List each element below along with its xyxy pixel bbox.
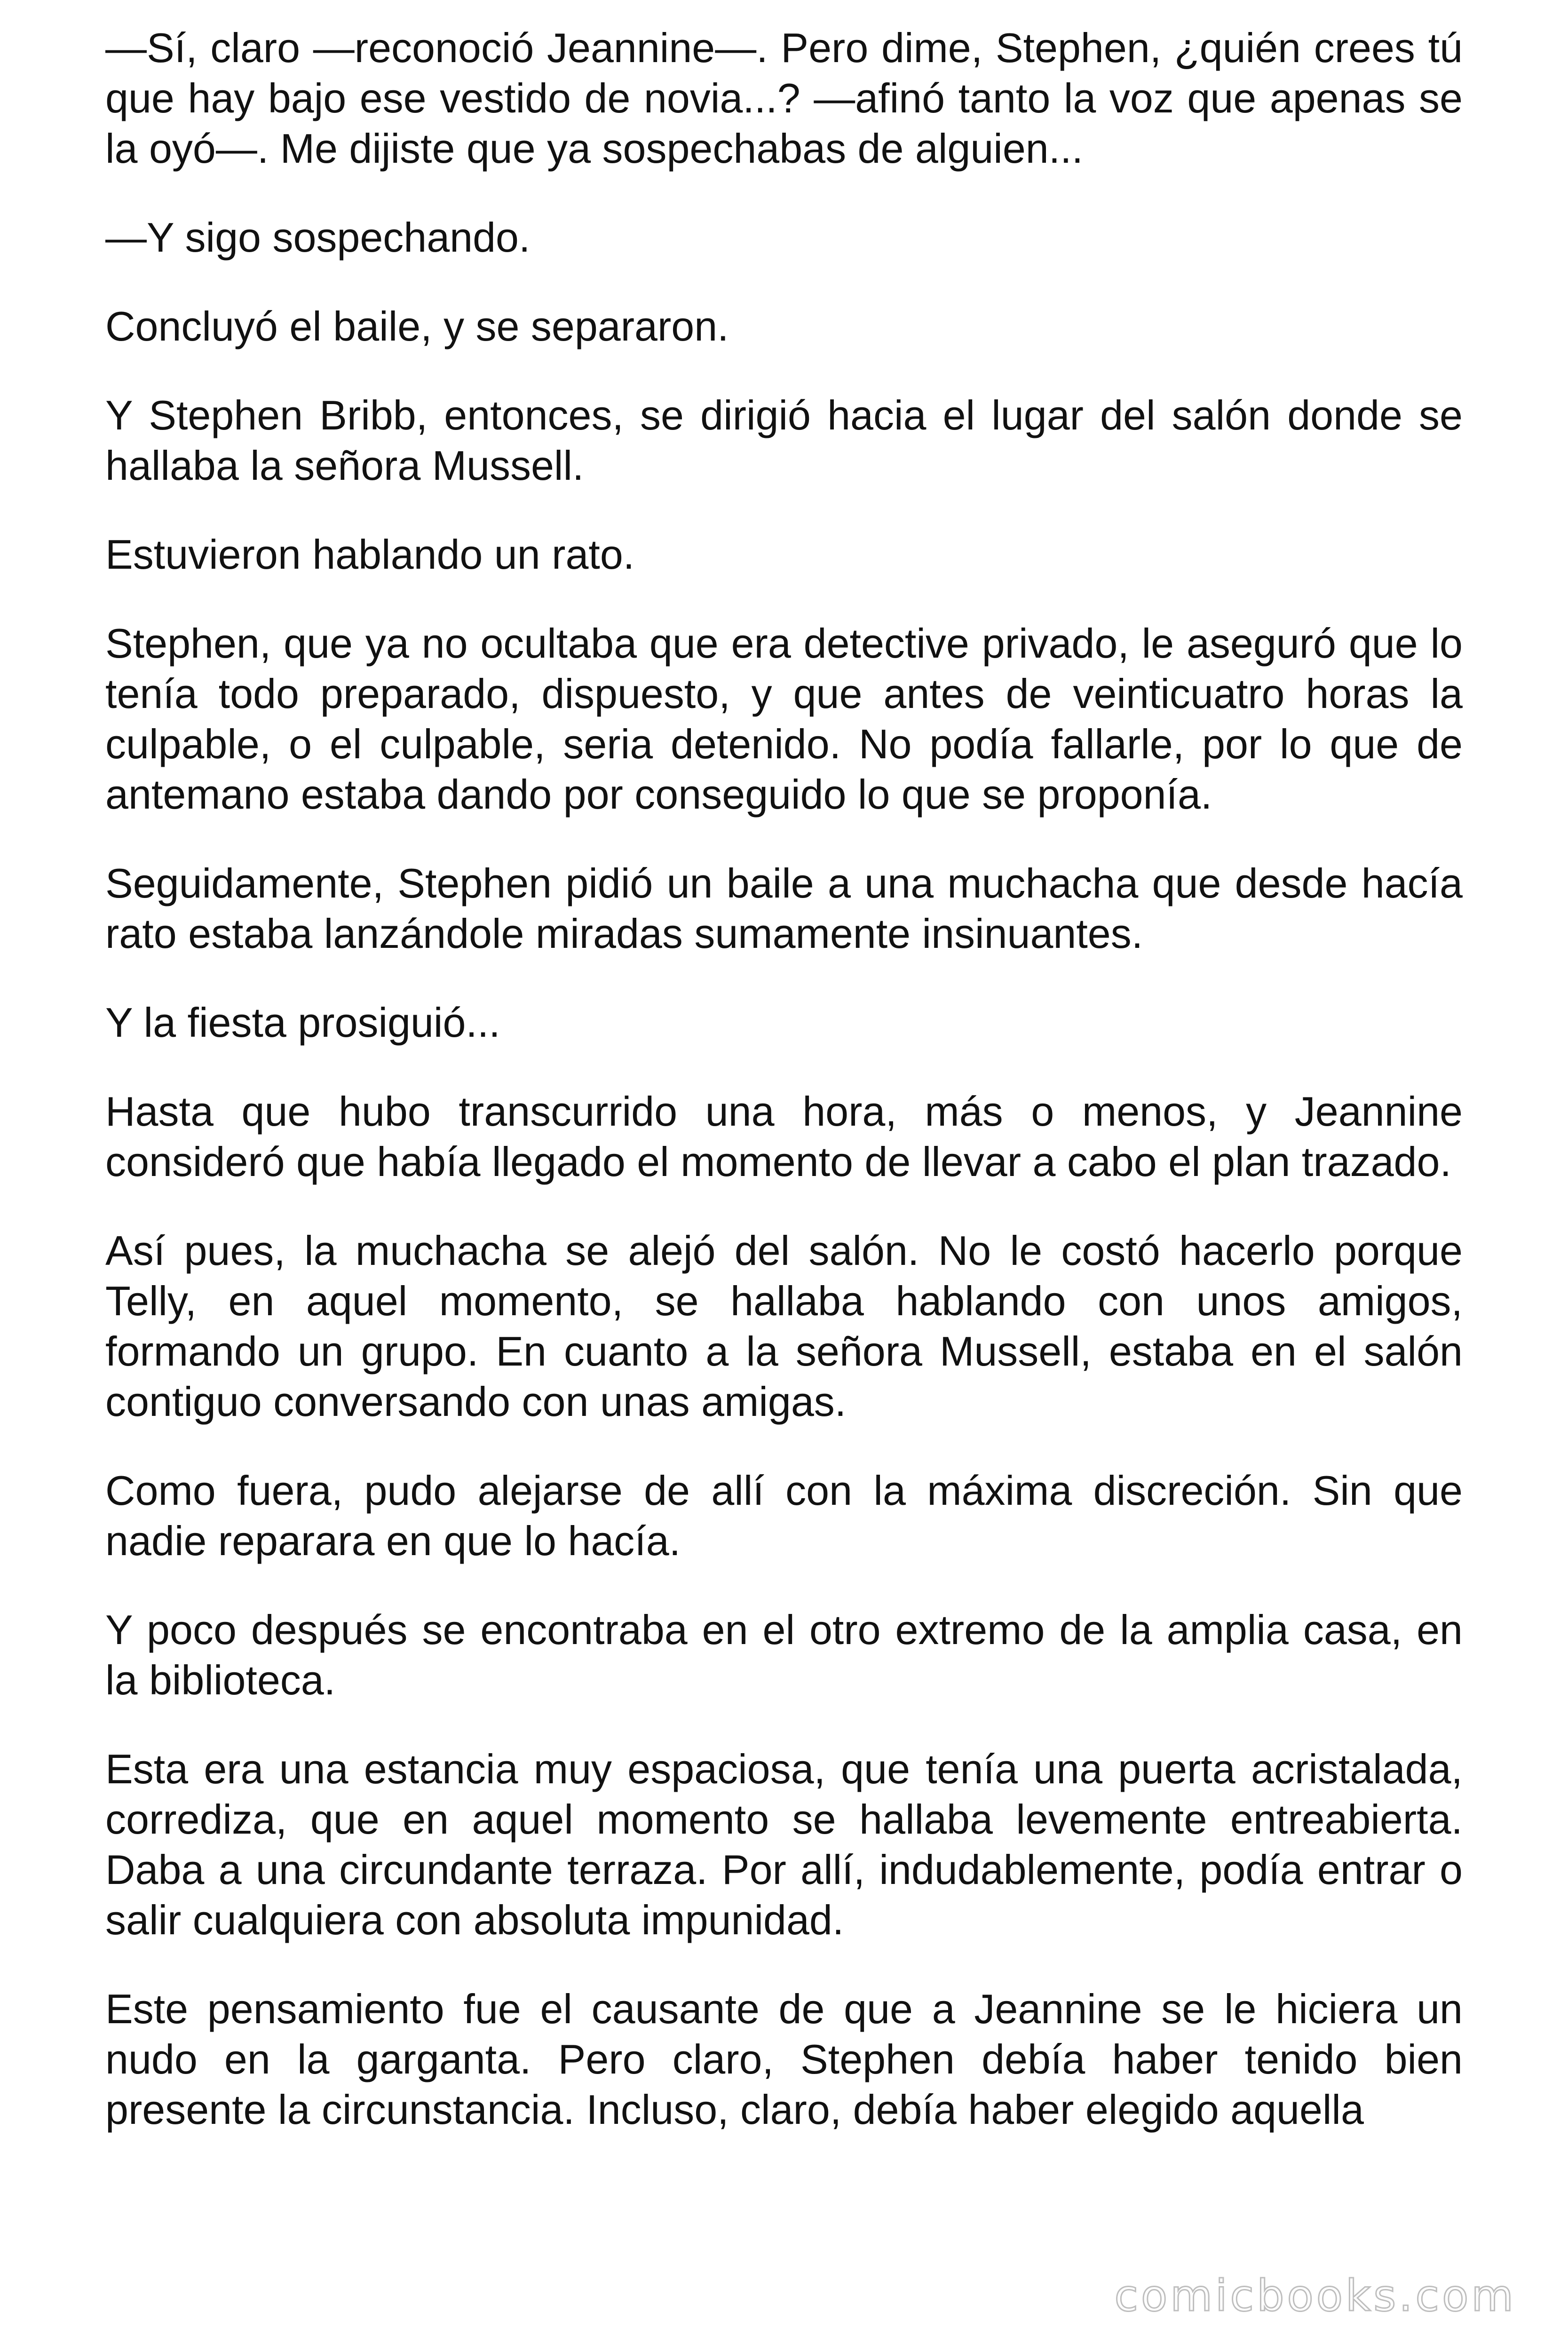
paragraph: Hasta que hubo transcurrido una hora, más o menos, y Jeannine consideró que había llegado el momento de llevar a cabo el plan trazado.	[105, 1088, 1463, 1185]
paragraph: —Sí, claro —reconoció Jeannine—. Pero dime, Stephen, ¿quién crees tú que hay bajo ese vestido de novia...? —afinó tanto la voz que apenas se la oyó—. Me dijiste que ya sospechabas de alguien...	[105, 24, 1463, 172]
document-page	[105, 23, 1463, 2135]
paragraph: Y Stephen Bribb, entonces, se dirigió hacia el lugar del salón donde se hallaba la señora Mussell.	[105, 392, 1463, 489]
paragraph: Como fuera, pudo alejarse de allí con la máxima discreción. Sin que nadie reparara en que lo hacía.	[105, 1467, 1463, 1564]
paragraph: Este pensamiento fue el causante de que a Jeannine se le hiciera un nudo en la garganta. Pero claro, Stephen debía haber tenido bien presente la circunstancia. Incluso, claro, debía haber elegido aquella	[105, 1986, 1463, 2133]
paragraph: Seguidamente, Stephen pidió un baile a una muchacha que desde hacía rato estaba lanzándole miradas sumamente insinuantes.	[105, 860, 1463, 957]
paragraph: Así pues, la muchacha se alejó del salón. No le costó hacerlo porque Telly, en aquel momento, se hallaba hablando con unos amigos, formando un grupo. En cuanto a la señora Mussell, estaba en el salón contiguo conversando con unas amigas.	[105, 1227, 1463, 1425]
paragraph: —Y sigo sospechando.	[105, 214, 531, 261]
paragraph: Estuvieron hablando un rato.	[105, 531, 635, 578]
watermark: comicbooks.com	[1114, 2271, 1516, 2321]
paragraph: Y la fiesta prosiguió...	[105, 999, 500, 1046]
paragraph: Esta era una estancia muy espaciosa, que tenía una puerta acristalada, corrediza, que en aquel momento se hallaba levemente entreabierta. Daba a una circundante terraza. Por allí, indudablemente, podía entrar o salir cualquiera con absoluta impunidad.	[105, 1746, 1463, 1943]
paragraph: Y poco después se encontraba en el otro extremo de la amplia casa, en la biblioteca.	[105, 1606, 1463, 1703]
paragraph: Concluyó el baile, y se separaron.	[105, 303, 729, 350]
paragraph: Stephen, que ya no ocultaba que era detective privado, le aseguró que lo tenía todo preparado, dispuesto, y que antes de veinticuatro horas la culpable, o el culpable, seria detenido. No podía fallarle, por lo que de antemano estaba dando por conseguido lo que se proponía.	[105, 620, 1463, 818]
